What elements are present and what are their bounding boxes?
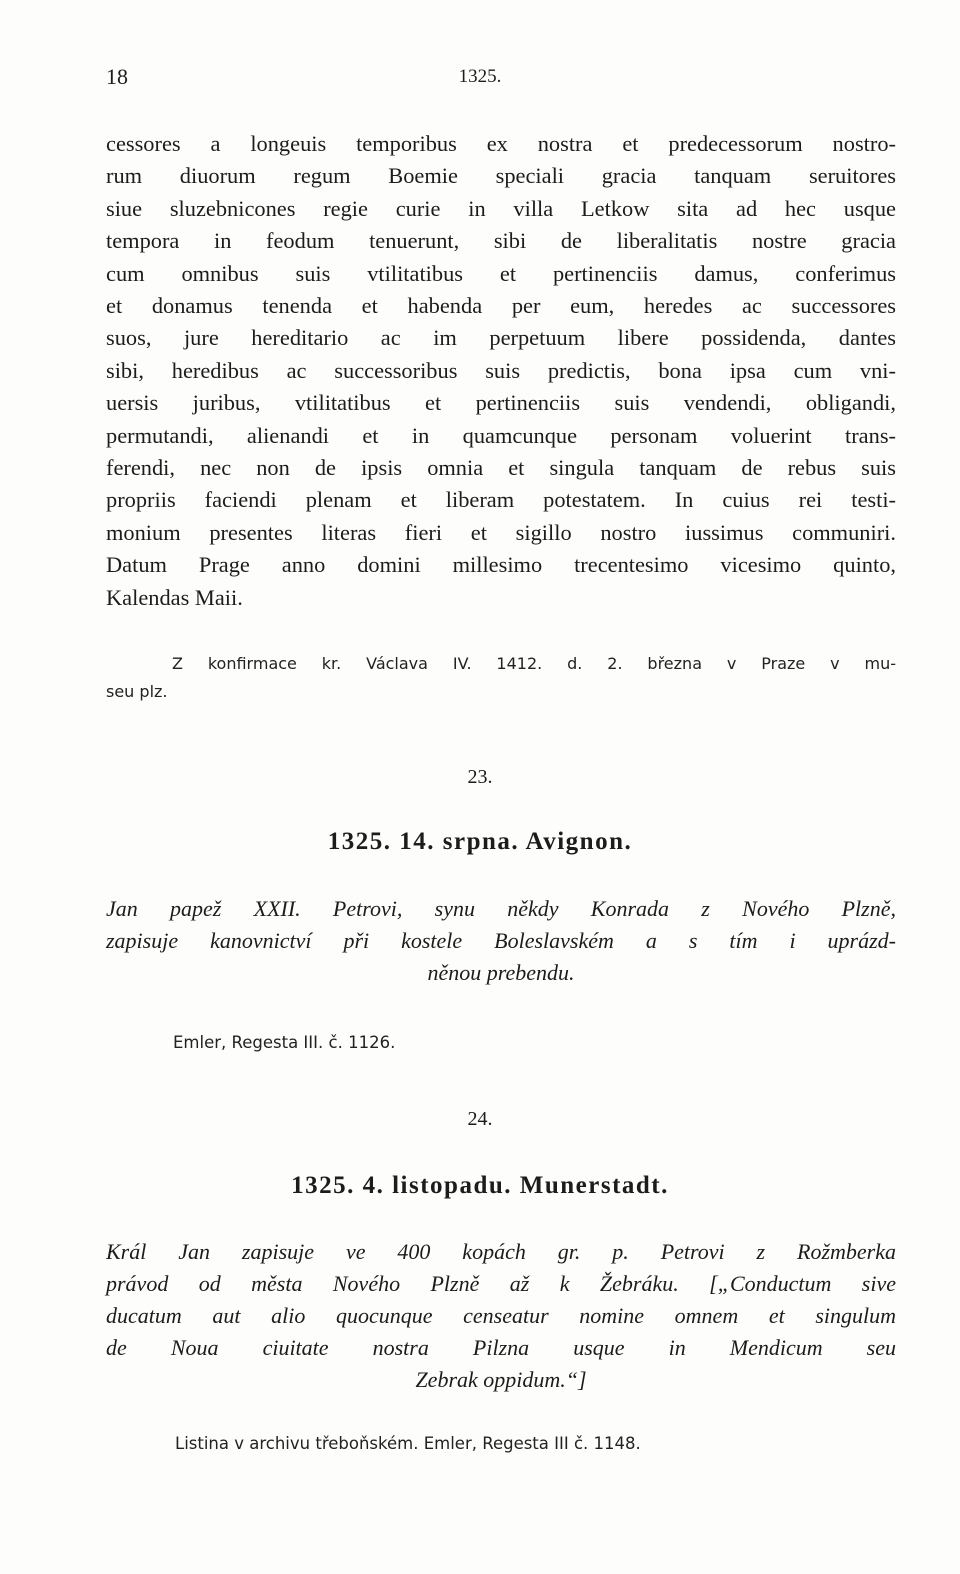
document-number-24: 24. (467, 1108, 493, 1130)
charter-source-note (106, 650, 896, 706)
text-line: siue sluzebnicones regie curie in villa Letkow sita ad hec usque (106, 195, 896, 221)
regest-line: ducatum aut alio quocunque censeatur nomine omnem et singulum (106, 1303, 896, 1328)
text-line: uersis juribus, vtilitatibus et pertinenciis suis vendendi, obligandi, (106, 390, 896, 416)
source-note-23: Emler, Regesta III. č. 1126. (173, 1033, 396, 1052)
running-head-year: 1325. (458, 66, 502, 87)
source-line: seu plz. (106, 682, 168, 701)
text-line: permutandi, alienandi et in quamcunque personam voluerint trans- (106, 422, 896, 448)
text-line: tempora in feodum tenuerunt, sibi de liberalitatis nostre gracia (106, 228, 896, 254)
document-heading-24: 1325. 4. listopadu. Munerstadt. (291, 1172, 669, 1199)
source-note-24: Listina v archivu třeboňském. Emler, Regesta III č. 1148. (175, 1434, 641, 1453)
text-line: Kalendas Maii. (106, 584, 243, 610)
text-line: rum diuorum regum Boemie speciali gracia tanquam seruitores (106, 163, 896, 189)
regest-24 (106, 1236, 896, 1396)
regest-line: zapisuje kanovnictví při kostele Boleslavském a s tím i uprázd- (106, 928, 896, 953)
text-line: ferendi, nec non de ipsis omnia et singula tanquam de rebus suis (106, 455, 896, 481)
text-line: cum omnibus suis vtilitatibus et pertinenciis damus, conferimus (106, 260, 896, 286)
running-head (106, 64, 854, 94)
regest-line: něnou prebendu. (427, 960, 575, 985)
regest-line: Zebrak oppidum.“] (415, 1367, 587, 1392)
regest-line: Jan papež XXII. Petrovi, synu někdy Konrada z Nového Plzně, (106, 896, 896, 921)
document-heading-23: 1325. 14. srpna. Avignon. (327, 828, 633, 855)
regest-line: de Noua ciuitate nostra Pilzna usque in Mendicum seu (106, 1335, 896, 1360)
text-line: et donamus tenenda et habenda per eum, heredes ac successores (106, 293, 896, 319)
text-line: monium presentes literas fieri et sigillo nostro iussimus communiri. (106, 519, 896, 545)
regest-line: právod od města Nového Plzně až k Žebráku. [„Conductum sive (106, 1271, 896, 1296)
page-number: 18 (106, 64, 128, 89)
document-number-23: 23. (467, 766, 493, 788)
text-line: cessores a longeuis temporibus ex nostra et predecessorum nostro- (106, 131, 896, 156)
text-line: Datum Prage anno domini millesimo trecentesimo vicesimo quinto, (106, 552, 896, 578)
source-line: Z konfirmace kr. Václava IV. 1412. d. 2. března v Praze v mu- (172, 654, 896, 673)
regest-23 (106, 893, 896, 989)
text-line: suos, jure hereditario ac im perpetuum libere possidenda, dantes (106, 325, 896, 351)
text-line: propriis faciendi plenam et liberam potestatem. In cuius rei testi- (106, 487, 896, 513)
charter-text (106, 128, 896, 614)
regest-line: Král Jan zapisuje ve 400 kopách gr. p. Petrovi z Rožmberka (106, 1239, 896, 1264)
text-line: sibi, heredibus ac successoribus suis predictis, bona ipsa cum vni- (106, 357, 896, 383)
